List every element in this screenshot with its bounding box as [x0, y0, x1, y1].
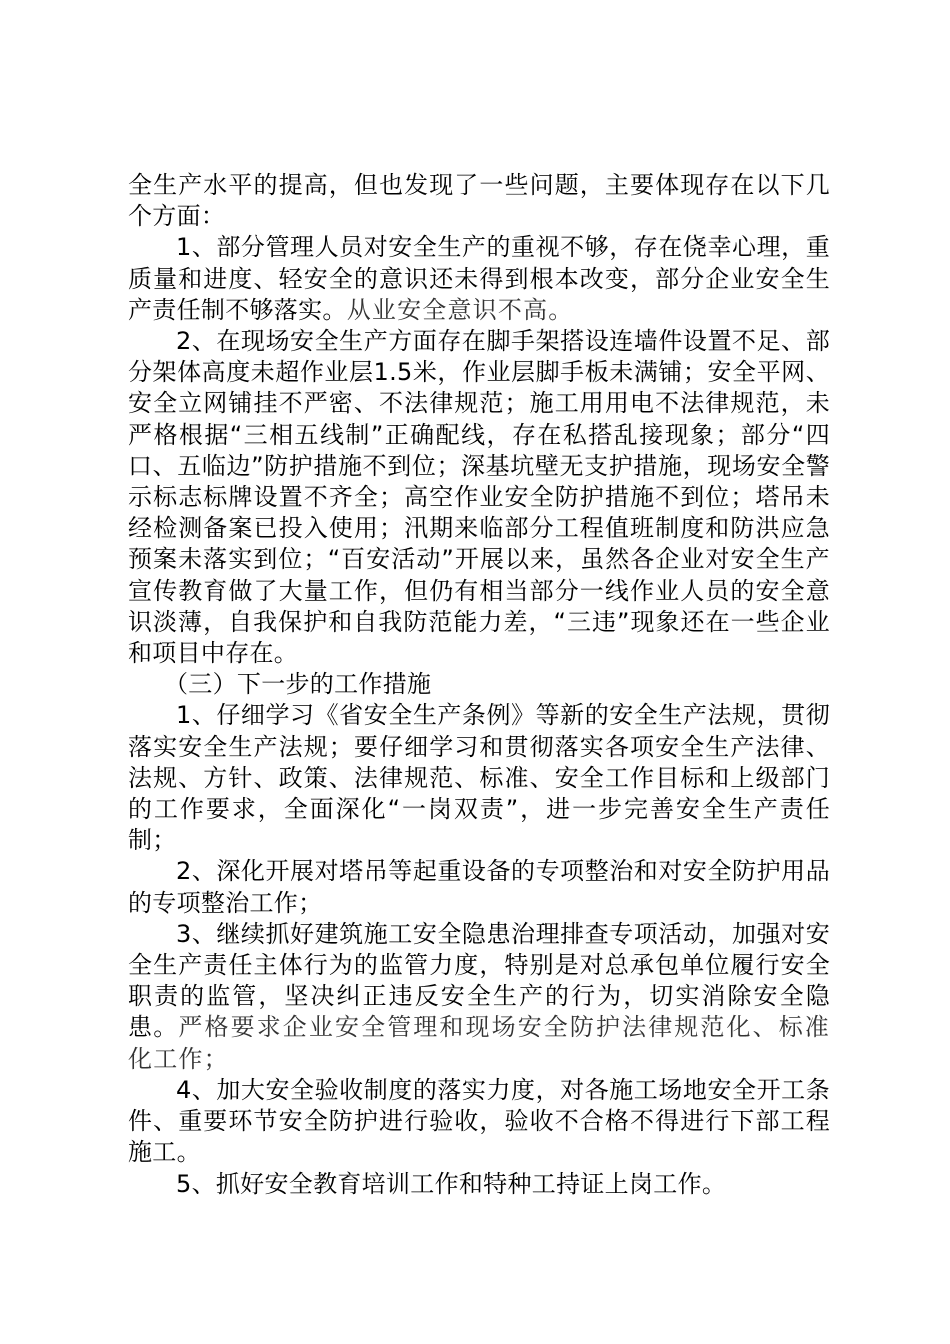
measure-1-paragraph	[128, 700, 830, 856]
measure-4-paragraph	[128, 1075, 830, 1169]
measure-3-light-text: 严格要求企业安全管理和现场安全防护法律规范化、标准化工作；	[128, 1013, 830, 1073]
intro-text: 全生产水平的提高，但也发现了一些问题，主要体现存在以下几个方面：	[128, 171, 830, 231]
measure-2-paragraph	[128, 856, 830, 918]
measure-3-paragraph	[128, 919, 830, 1075]
measure-1-text: 1、仔细学习《省安全生产条例》等新的安全生产法规，贯彻落实安全生产法规；要仔细学习和贯彻落实各项安全生产法律、法规、方针、政策、法律规范、标准、安全工作目标和上级部门的工作要求，全面深化“一岗双责”，进一步完善安全生产责任制；	[128, 701, 830, 855]
problem-1-light-text: 从业安全意识不高。	[346, 295, 574, 324]
intro-paragraph	[128, 170, 830, 232]
document-page	[128, 170, 830, 1200]
measure-3-text: 3、继续抓好建筑施工安全隐患治理排查专项活动，加强对安全生产责任主体行为的监管力度，特别是对总承包单位履行安全职责的监管，坚决纠正违反安全生产的行为，切实消除安全隐患。	[128, 919, 830, 1042]
problem-2-text: 2、在现场安全生产方面存在脚手架搭设连墙件设置不足、部分架体高度未超作业层1.5米，作业层脚手板未满铺；安全平网、安全立网铺挂不严密、不法律规范；施工用用电不法律规范，未严格根据“三相五线制”正确配线，存在私搭乱接现象；部分“四口、五临边”防护措施不到位；深基坑壁无支护措施，现场安全警示标志标牌设置不齐全；高空作业安全防护措施不到位；塔吊未经检测备案已投入使用；汛期来临部分工程值班制度和防洪应急预案未落实到位；“百安活动”开展以来，虽然各企业对安全生产宣传教育做了大量工作，但仍有相当部分一线作业人员的安全意识淡薄，自我保护和自我防范能力差，“三违”现象还在一些企业和项目中存在。	[128, 327, 830, 668]
measure-5-paragraph	[128, 1169, 830, 1200]
measure-4-text: 4、加大安全验收制度的落实力度，对各施工场地安全开工条件、重要环节安全防护进行验收，验收不合格不得进行下部工程施工。	[128, 1075, 830, 1167]
section-heading	[128, 669, 830, 700]
section-heading-text: （三）下一步的工作措施	[164, 670, 432, 699]
problem-2-paragraph	[128, 326, 830, 669]
measure-2-text: 2、深化开展对塔吊等起重设备的专项整治和对安全防护用品的专项整治工作；	[128, 857, 830, 917]
measure-5-text: 5、抓好安全教育培训工作和特种工持证上岗工作。	[176, 1169, 727, 1198]
problem-1-text: 1、部分管理人员对安全生产的重视不够，存在侥幸心理，重质量和进度、轻安全的意识还未得到根本改变，部分企业安全生产责任制不够落实。	[128, 233, 830, 324]
problem-1-paragraph	[128, 232, 830, 326]
